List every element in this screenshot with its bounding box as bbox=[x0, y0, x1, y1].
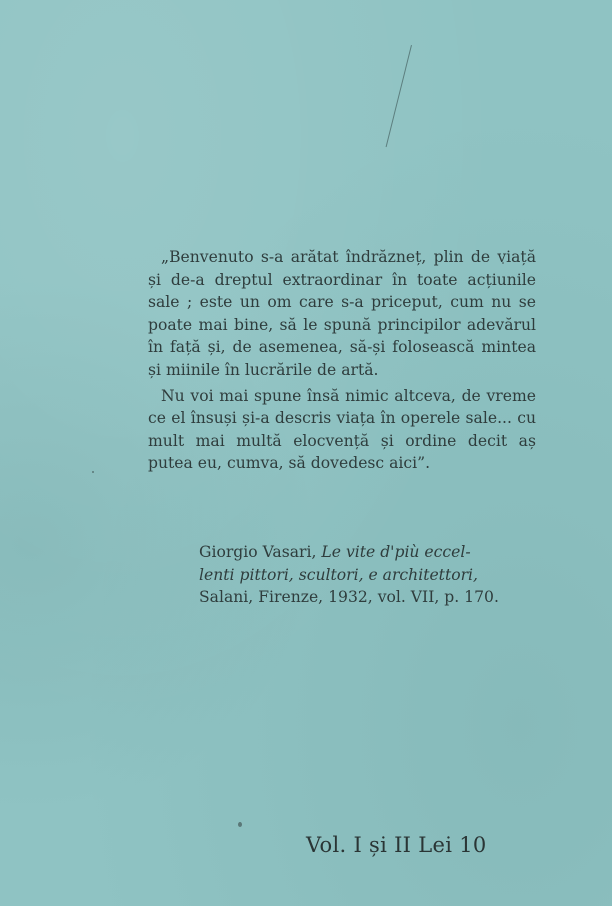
citation-publisher: Salani, Firenze, 1932, vol. VII, p. 170. bbox=[199, 588, 499, 607]
citation-line-3 bbox=[150, 586, 540, 609]
citation-title-part-2: lenti pittori, scultori, e architettori, bbox=[199, 565, 479, 584]
quote-paragraph-2: Nu voi mai spune însă nimic altceva, de vreme ce el însuși și-a descris viața în operele sale... cu mult mai multă elocvență și ordine decit aș putea eu, cumva, să dovedesc aici”. bbox=[148, 386, 536, 473]
paper-speck bbox=[238, 822, 242, 827]
paper-speck bbox=[92, 471, 94, 473]
quote-source-citation bbox=[150, 541, 540, 609]
citation-line-1 bbox=[150, 541, 540, 564]
paper-scratch-mark bbox=[386, 45, 412, 147]
volume-price-label: Vol. I și II Lei 10 bbox=[306, 833, 487, 857]
quote-paragraph-1: „Benvenuto s-a arătat îndrăzneț, plin de viață și de-a dreptul extraordinar în toate acțiunile sale ; este un om care s-a priceput, cum nu se poate mai bine, să le spună principilor adevărul în față și, de asemenea, să-și folosească mintea și miinile în lucrările de artă. bbox=[148, 248, 536, 379]
citation-line-2 bbox=[150, 564, 540, 587]
citation-author: Giorgio Vasari, bbox=[199, 543, 317, 561]
citation-title-part-1: Le vite d'più eccel- bbox=[321, 543, 471, 561]
vasari-quote bbox=[148, 246, 536, 475]
